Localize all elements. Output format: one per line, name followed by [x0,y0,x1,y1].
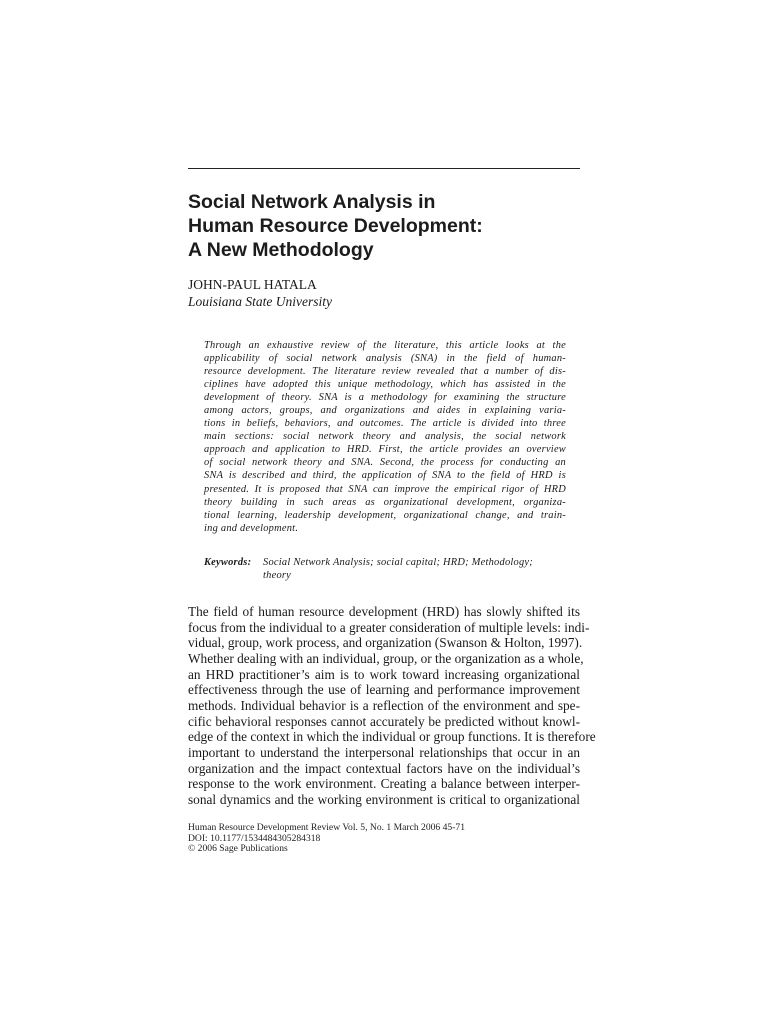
abstract-line: applicability of social network analysis (SNA) in the field of human- [204,353,566,365]
body-line: response to the work environment. Creating a balance between interper- [188,776,580,792]
abstract-line: ing and development. [204,522,299,534]
body-line: effectiveness through the use of learning and performance improvement [188,682,580,698]
author-affiliation: Louisiana State University [188,294,332,309]
abstract-line: theory building in such areas as organizational development, organiza- [204,496,566,508]
title-line: Human Resource Development: [188,215,483,237]
body-paragraph [188,604,596,808]
abstract-line: presented. It is proposed that SNA can improve the empirical rigor of HRD [204,483,566,495]
body-line: methods. Individual behavior is a reflection of the environment and spe- [188,697,580,713]
body-line: an HRD practitioner’s aim is to work toward increasing organizational [188,666,580,682]
journal-citation: Human Resource Development Review Vol. 5, No. 1 March 2006 45-71 [188,822,466,833]
article-title [188,190,588,262]
keywords-label: Keywords: [204,557,252,568]
abstract-line: Through an exhaustive review of the literature, this article looks at the [204,340,566,351]
abstract-line: approach and application to HRD. First, the article provides an overview [204,444,566,456]
abstract-line: resource development. The literature review revealed that a number of dis- [204,366,566,378]
abstract-line: among actors, groups, and organizations and aides in explaining varia- [204,405,566,417]
abstract-line: of social network theory and SNA. Second, the process for conducting an [204,457,566,469]
copyright: © 2006 Sage Publications [188,843,288,855]
abstract-line: tions in beliefs, behaviors, and outcomes. The article is divided into three [204,418,566,430]
body-line: vidual, group, work process, and organization (Swanson & Holton, 1997). [188,635,583,651]
body-line: focus from the individual to a greater consideration of multiple levels: indi- [188,619,590,635]
abstract [204,339,566,535]
author-name: JOHN-PAUL HATALA [188,277,317,292]
body-line: The field of human resource development (HRD) has slowly shifted its [188,604,580,619]
abstract-line: main sections: social network theory and analysis, the social network [204,431,566,443]
publication-footer [188,823,465,855]
abstract-line: ciplines have adopted this unique methodology, which has assisted in the [204,379,566,391]
keywords-line: theory [263,570,292,581]
title-line: Social Network Analysis in [188,191,436,213]
body-line: sonal dynamics and the working environment is critical to organizational [188,791,580,807]
top-rule [188,168,580,169]
abstract-line: development of theory. SNA is a methodology for examining the structure [204,392,566,404]
keywords-list [263,556,573,582]
title-line: A New Methodology [188,239,374,261]
abstract-line: tional learning, leadership development, organizational change, and train- [204,509,566,521]
body-line: important to understand the interpersonal relationships that occur in an [188,744,580,760]
body-line: Whether dealing with an individual, group, or the organization as a whole, [188,650,584,666]
body-line: organization and the impact contextual factors have on the individual’s [188,760,580,776]
body-line: edge of the context in which the individual or group functions. It is therefore [188,729,596,745]
doi: DOI: 10.1177/1534484305284318 [188,832,321,844]
body-line: cific behavioral responses cannot accurately be predicted without knowl- [188,713,580,729]
abstract-line: SNA is described and third, the application of SNA to the field of HRD is [204,470,566,482]
keywords-line: Social Network Analysis; social capital; HRD; Methodology; [263,557,533,568]
